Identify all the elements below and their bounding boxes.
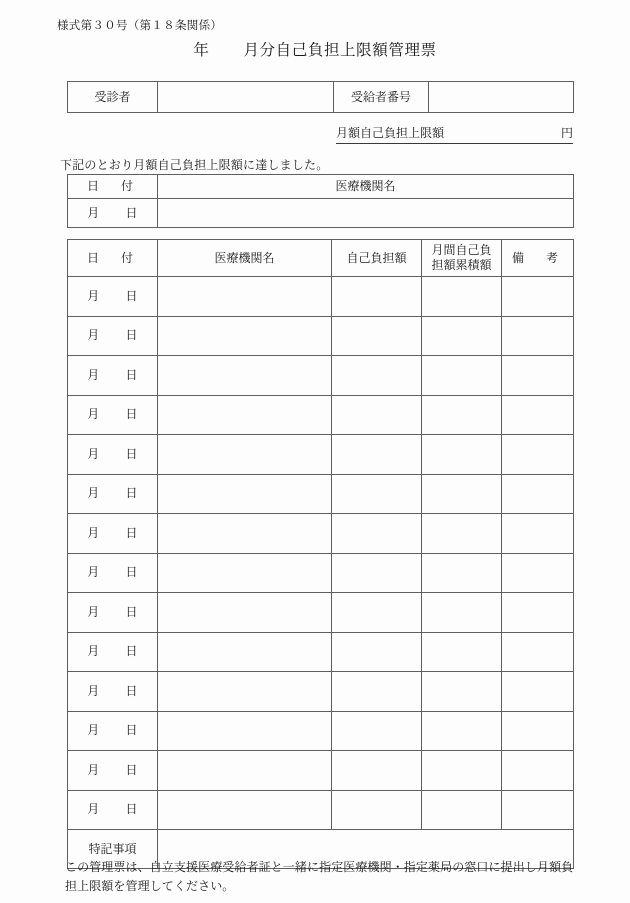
- day-label: 日: [125, 683, 138, 698]
- month-label: 月: [87, 407, 100, 422]
- ledger-date-cell[interactable]: [68, 277, 158, 317]
- table-row: [68, 277, 574, 317]
- day-label: 日: [125, 604, 138, 619]
- date-marker: [87, 723, 137, 738]
- table-row: [68, 632, 574, 672]
- table-row: [68, 593, 574, 633]
- ledger-self-pay-cell[interactable]: [332, 632, 422, 672]
- ledger-self-pay-cell[interactable]: [332, 316, 422, 356]
- ledger-cumulative-cell[interactable]: [422, 632, 502, 672]
- ledger-date-cell[interactable]: [68, 474, 158, 514]
- day-label: 日: [125, 328, 138, 343]
- ledger-cumulative-cell[interactable]: [422, 474, 502, 514]
- month-label: 月: [87, 446, 100, 461]
- ledger-cumulative-cell[interactable]: [422, 435, 502, 475]
- ledger-remarks-cell[interactable]: [502, 632, 574, 672]
- ledger-institution-cell[interactable]: [158, 514, 332, 554]
- ledger-remarks-cell[interactable]: [502, 514, 574, 554]
- ledger-self-pay-cell[interactable]: [332, 553, 422, 593]
- ledger-institution-cell[interactable]: [158, 474, 332, 514]
- special-notes-label: 特記事項: [68, 830, 158, 869]
- ledger-self-pay-cell[interactable]: [332, 790, 422, 830]
- ledger-remarks-cell[interactable]: [502, 593, 574, 633]
- ledger-remarks-cell[interactable]: [502, 790, 574, 830]
- ledger-institution-cell[interactable]: [158, 316, 332, 356]
- ledger-remarks-cell[interactable]: [502, 711, 574, 751]
- ledger-cumulative-cell[interactable]: [422, 356, 502, 396]
- table-row: [68, 82, 574, 113]
- patient-value-field[interactable]: [158, 82, 334, 113]
- date-marker: [87, 802, 137, 817]
- ledger-institution-cell[interactable]: [158, 553, 332, 593]
- date-marker: [87, 763, 137, 778]
- table-header-row: [68, 240, 574, 277]
- ledger-table: [67, 239, 574, 869]
- ledger-self-pay-cell[interactable]: [332, 435, 422, 475]
- table-row: [68, 553, 574, 593]
- month-label: 月: [87, 565, 100, 580]
- day-label: 日: [125, 407, 138, 422]
- ledger-cumulative-cell[interactable]: [422, 672, 502, 712]
- recipient-number-value-field[interactable]: [429, 82, 574, 113]
- monthly-cap-label: 月額自己負担上限額: [336, 126, 445, 140]
- date-marker: [87, 605, 137, 620]
- table-row: [68, 474, 574, 514]
- ledger-date-cell[interactable]: [68, 514, 158, 554]
- ledger-self-pay-cell[interactable]: [332, 593, 422, 633]
- date-marker: [87, 447, 137, 462]
- ledger-self-pay-cell[interactable]: [332, 356, 422, 396]
- table-row: [68, 199, 574, 228]
- ledger-remarks-cell[interactable]: [502, 672, 574, 712]
- reached-cap-table: [67, 174, 574, 228]
- day-label: 日: [125, 723, 138, 738]
- ledger-date-cell[interactable]: [68, 356, 158, 396]
- ledger-date-cell[interactable]: [68, 316, 158, 356]
- date-marker: [87, 289, 137, 304]
- ledger-remarks-cell[interactable]: [502, 553, 574, 593]
- ledger-cumulative-cell[interactable]: [422, 711, 502, 751]
- ledger-remarks-cell[interactable]: [502, 316, 574, 356]
- ledger-cumulative-cell[interactable]: [422, 514, 502, 554]
- date-marker: [87, 565, 137, 580]
- cumulative-header-line2: 担額累積額: [431, 258, 492, 272]
- reach-institution-cell[interactable]: [158, 199, 574, 228]
- date-marker: [87, 328, 137, 343]
- date-marker: [87, 368, 137, 383]
- month-label: 月: [87, 205, 100, 220]
- ledger-cumulative-cell[interactable]: [422, 316, 502, 356]
- title-rest: 月分自己負担上限額管理票: [243, 41, 437, 59]
- ledger-remarks-cell[interactable]: [502, 751, 574, 791]
- ledger-cumulative-cell[interactable]: [422, 553, 502, 593]
- ledger-cumulative-cell[interactable]: [422, 593, 502, 633]
- ledger-institution-cell[interactable]: [158, 672, 332, 712]
- patient-info-table: [67, 81, 574, 113]
- day-label: 日: [125, 762, 138, 777]
- ledger-header-remarks: 備 考: [502, 240, 574, 277]
- month-label: 月: [87, 367, 100, 382]
- ledger-self-pay-cell[interactable]: [332, 474, 422, 514]
- ledger-remarks-cell[interactable]: [502, 435, 574, 475]
- reach-header-institution: 医療機関名: [158, 175, 574, 199]
- ledger-header-institution: 医療機関名: [158, 240, 332, 277]
- month-label: 月: [87, 604, 100, 619]
- ledger-header-cumulative: [422, 240, 502, 277]
- day-label: 日: [125, 525, 138, 540]
- ledger-institution-cell[interactable]: [158, 277, 332, 317]
- ledger-date-cell[interactable]: [68, 632, 158, 672]
- ledger-remarks-cell[interactable]: [502, 395, 574, 435]
- day-label: 日: [125, 205, 138, 220]
- table-row: [68, 672, 574, 712]
- ledger-institution-cell[interactable]: [158, 632, 332, 672]
- monthly-cap-line: [336, 124, 573, 144]
- ledger-institution-cell[interactable]: [158, 395, 332, 435]
- form-number: 様式第３０号（第１８条関係）: [57, 18, 223, 32]
- table-header-row: [68, 175, 574, 199]
- ledger-body: [68, 277, 574, 830]
- table-row: [68, 790, 574, 830]
- day-label: 日: [125, 802, 138, 817]
- day-label: 日: [125, 486, 138, 501]
- title-year-label: 年: [193, 41, 210, 59]
- reach-header-date: 日 付: [68, 175, 158, 199]
- ledger-institution-cell[interactable]: [158, 711, 332, 751]
- ledger-remarks-cell[interactable]: [502, 277, 574, 317]
- date-marker: [87, 206, 137, 221]
- month-label: 月: [87, 683, 100, 698]
- recipient-number-label: 受給者番号: [334, 82, 429, 113]
- ledger-date-cell[interactable]: [68, 711, 158, 751]
- month-label: 月: [87, 762, 100, 777]
- day-label: 日: [125, 644, 138, 659]
- ledger-self-pay-cell[interactable]: [332, 277, 422, 317]
- monthly-cap-unit: 円: [560, 126, 573, 140]
- ledger-institution-cell[interactable]: [158, 751, 332, 791]
- ledger-date-cell[interactable]: [68, 672, 158, 712]
- reach-date-cell[interactable]: [68, 199, 158, 228]
- date-marker: [87, 407, 137, 422]
- table-row: [68, 395, 574, 435]
- month-label: 月: [87, 802, 100, 817]
- ledger-date-cell[interactable]: [68, 395, 158, 435]
- ledger-cumulative-cell[interactable]: [422, 395, 502, 435]
- ledger-cumulative-cell[interactable]: [422, 790, 502, 830]
- ledger-cumulative-cell[interactable]: [422, 751, 502, 791]
- date-marker: [87, 644, 137, 659]
- ledger-institution-cell[interactable]: [158, 593, 332, 633]
- day-label: 日: [125, 367, 138, 382]
- month-label: 月: [87, 723, 100, 738]
- ledger-self-pay-cell[interactable]: [332, 672, 422, 712]
- ledger-date-cell[interactable]: [68, 790, 158, 830]
- month-label: 月: [87, 644, 100, 659]
- ledger-self-pay-cell[interactable]: [332, 751, 422, 791]
- ledger-date-cell[interactable]: [68, 553, 158, 593]
- ledger-self-pay-cell[interactable]: [332, 711, 422, 751]
- page-title: [0, 38, 630, 60]
- ledger-header-self-pay: 自己負担額: [332, 240, 422, 277]
- ledger-institution-cell[interactable]: [158, 356, 332, 396]
- ledger-cumulative-cell[interactable]: [422, 277, 502, 317]
- day-label: 日: [125, 288, 138, 303]
- table-row: [68, 751, 574, 791]
- ledger-date-cell[interactable]: [68, 593, 158, 633]
- month-label: 月: [87, 486, 100, 501]
- date-marker: [87, 684, 137, 699]
- table-row: [68, 514, 574, 554]
- ledger-self-pay-cell[interactable]: [332, 395, 422, 435]
- ledger-self-pay-cell[interactable]: [332, 514, 422, 554]
- month-label: 月: [87, 525, 100, 540]
- date-marker: [87, 486, 137, 501]
- footer-instruction: この管理票は、自立支援医療受給者証と一緒に指定医療機関・指定薬局の窓口に提出し月額負担上限額を管理してください。: [65, 860, 574, 893]
- table-row: [68, 711, 574, 751]
- table-row: [68, 356, 574, 396]
- month-label: 月: [87, 328, 100, 343]
- day-label: 日: [125, 446, 138, 461]
- patient-label: 受診者: [68, 82, 158, 113]
- ledger-date-cell[interactable]: [68, 751, 158, 791]
- ledger-remarks-cell[interactable]: [502, 356, 574, 396]
- ledger-remarks-cell[interactable]: [502, 474, 574, 514]
- day-label: 日: [125, 565, 138, 580]
- ledger-header-date: 日 付: [68, 240, 158, 277]
- reached-cap-note: 下記のとおり月額自己負担上限額に達しました。: [60, 158, 329, 172]
- ledger-institution-cell[interactable]: [158, 790, 332, 830]
- month-label: 月: [87, 288, 100, 303]
- ledger-institution-cell[interactable]: [158, 435, 332, 475]
- date-marker: [87, 526, 137, 541]
- table-row: [68, 316, 574, 356]
- ledger-date-cell[interactable]: [68, 435, 158, 475]
- cumulative-header-line1: 月間自己負: [431, 243, 492, 257]
- table-row: [68, 435, 574, 475]
